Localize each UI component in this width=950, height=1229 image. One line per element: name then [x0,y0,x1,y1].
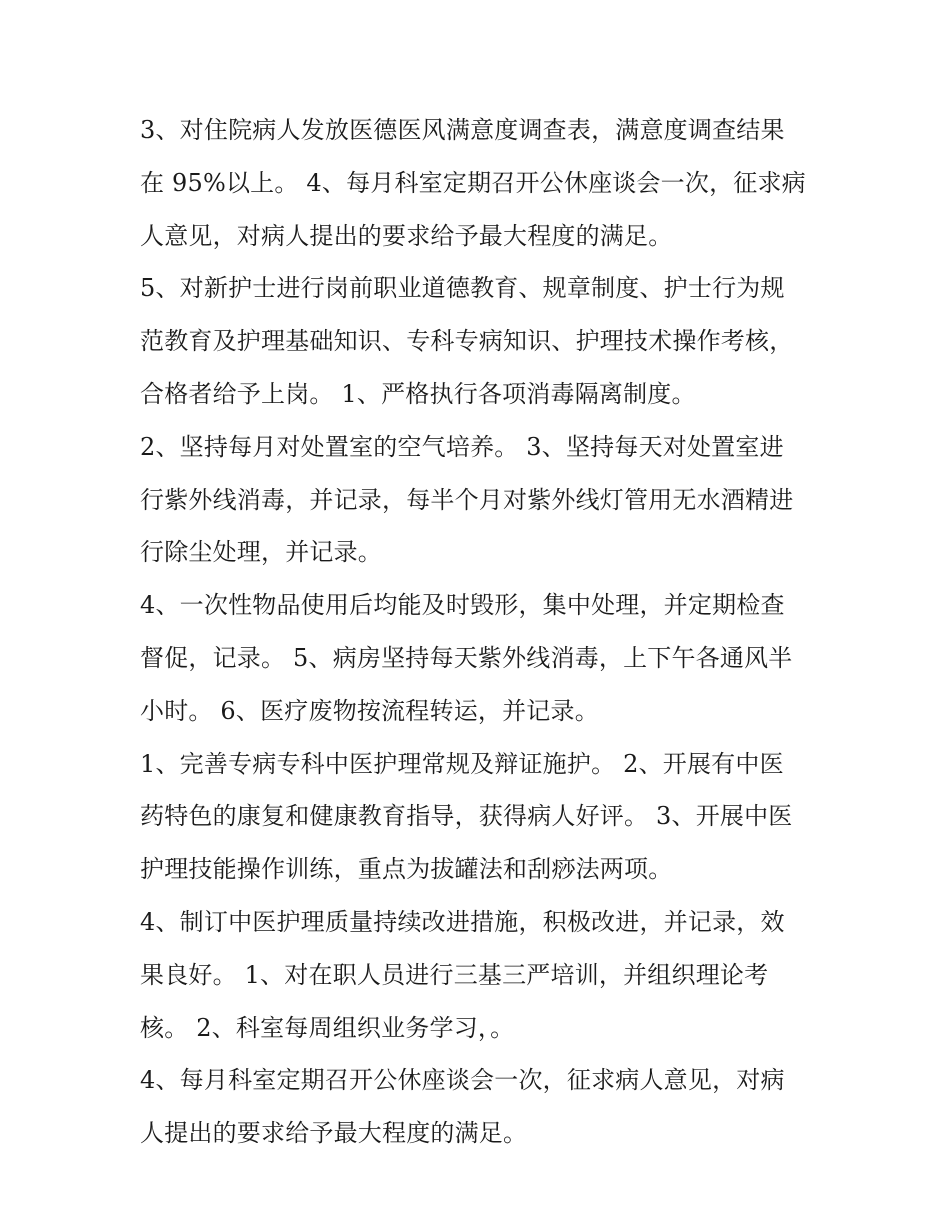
text-line-3: 人意见，对病人提出的要求给予最大程度的满足。 [140,221,673,250]
text-line-19: 4、每月科室定期召开公休座谈会一次，征求病人意见，对病 [140,1066,785,1095]
text-line-6: 合格者给予上岗。 1、严格执行各项消毒隔离制度。 [140,379,696,408]
text-line-11: 督促，记录。 5、病房坚持每天紫外线消毒，上下午各通风半 [140,643,793,672]
text-line-18: 核。 2、科室每周组织业务学习，。 [140,1013,515,1042]
text-line-20: 人提出的要求给予最大程度的满足。 [140,1119,528,1148]
text-line-2: 在 95%以上。 4、每月科室定期召开公休座谈会一次，征求病 [140,168,806,197]
text-line-13: 1、完善专病专科中医护理常规及辩证施护。 2、开展有中医 [140,749,784,778]
text-line-1: 3、对住院病人发放医德医风满意度调查表，满意度调查结果 [140,116,785,144]
text-line-15: 护理技能操作训练，重点为拔罐法和刮痧法两项。 [140,855,673,884]
text-line-14: 药特色的康复和健康教育指导，获得病人好评。 3、开展中医 [140,802,793,831]
text-line-5: 范教育及护理基础知识、专科专病知识、护理技术操作考核， [140,327,794,356]
text-line-16: 4、制订中医护理质量持续改进措施，积极改进，并记录，效 [140,907,785,936]
text-line-17: 果良好。 1、对在职人员进行三基三严培训，并组织理论考 [140,960,769,989]
document-body [140,104,830,1160]
text-line-9: 行除尘处理，并记录。 [140,538,382,567]
text-line-8: 行紫外线消毒，并记录，每半个月对紫外线灯管用无水酒精进 [140,485,794,514]
text-line-4: 5、对新护士进行岗前职业道德教育、规章制度、护士行为规 [140,274,785,303]
text-line-12: 小时。 6、医疗废物按流程转运，并记录。 [140,696,599,725]
text-line-7: 2、坚持每月对处置室的空气培养。 3、坚持每天对处置室进 [140,432,784,461]
text-line-10: 4、一次性物品使用后均能及时毁形，集中处理，并定期检查 [140,591,785,620]
